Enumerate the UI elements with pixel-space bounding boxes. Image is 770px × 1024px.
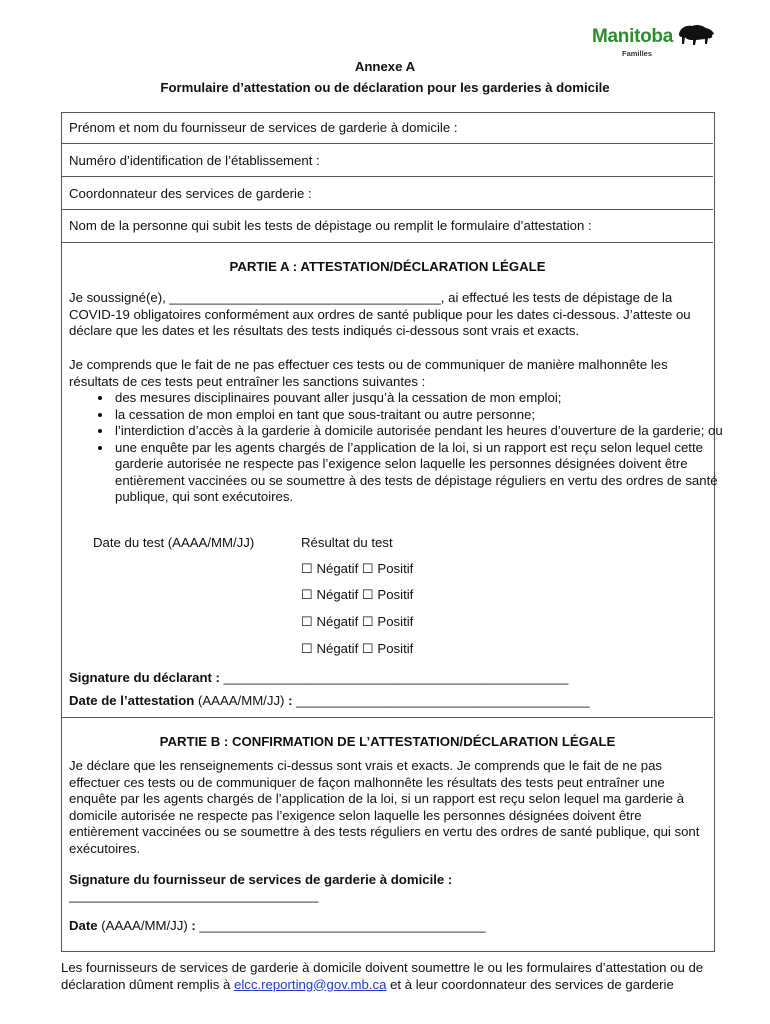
confirmation-date-line[interactable]: [69, 918, 485, 934]
result-options-3[interactable]: ☐ Négatif ☐ Positif: [301, 614, 414, 629]
list-item: • des mesures disciplinaires pouvant aller jusqu’à la cessation de mon emploi;: [113, 390, 745, 407]
result-options-4[interactable]: ☐ Négatif ☐ Positif: [301, 641, 414, 656]
part-a-title: PARTIE A : ATTESTATION/DÉCLARATION LÉGALE: [229, 259, 546, 274]
declarant-signature-label: Signature du déclarant :: [69, 670, 220, 685]
coordinator-field[interactable]: Coordonnateur des services de garderie :: [62, 178, 713, 210]
tested-person-field[interactable]: Nom de la personne qui subit les tests de dépistage ou remplit le formulaire d’attestation :: [62, 210, 713, 243]
test-result-header: Résultat du test: [301, 535, 393, 550]
list-item: • une enquête par les agents chargés de l’application de la loi, si un rapport est reçu selon lequel cette garderie autorisée ne respecte pas l’exigence selon laquelle les personnes désignées doivent être entièrement vaccinées ou se soumettre à des tests de dépistage réguliers en vertu des ordres de santé publique, qui sont exécutoires.: [113, 440, 745, 506]
date-blank: _______________________________________: [199, 918, 486, 933]
attestation-date-line[interactable]: [69, 693, 590, 709]
facility-id-field[interactable]: Numéro d’identification de l’établissement :: [62, 145, 713, 177]
sanctions-list: [69, 390, 745, 506]
form-title: Formulaire d’attestation ou de déclaration pour les garderies à domicile: [160, 80, 610, 95]
bison-icon: [676, 22, 716, 48]
list-item: • la cessation de mon emploi en tant que sous-traitant ou autre personne;: [113, 407, 745, 424]
manitoba-logo: [592, 22, 722, 62]
result-options-2[interactable]: ☐ Négatif ☐ Positif: [301, 587, 414, 602]
date-format: (AAAA/MM/JJ): [194, 693, 289, 708]
part-b-paragraph: Je déclare que les renseignements ci-dessus sont vrais et exacts. Je comprends que le fait de ne pas effectuer ces tests ou de communiquer de façon malhonnête les résultats des tests peut entraîner une enquête par les agents chargés de l’application de la loi, si un rapport est reçu selon lequel ma garderie à domicile autorisée ne respecte pas l’exigence selon laquelle les personnes désignées doivent être entièrement vaccinées ou se soumettre à des tests réguliers en vertu des ordres de santé publique, qui sont exécutoires.: [69, 758, 700, 856]
date-format: (AAAA/MM/JJ): [97, 918, 192, 933]
logo-department: Familles: [622, 49, 653, 58]
declarant-signature-line[interactable]: [69, 670, 568, 686]
footer-instructions: [61, 960, 731, 993]
result-options-1[interactable]: ☐ Négatif ☐ Positif: [301, 561, 414, 576]
part-a-paragraph-2: Je comprends que le fait de ne pas effectuer ces tests ou de communiquer de manière malhonnête les résultats de ces tests peut entraîner les sanctions suivantes :: [69, 357, 668, 389]
email-link[interactable]: elcc.reporting@gov.mb.ca: [234, 976, 387, 992]
confirmation-date-label: Date: [69, 918, 98, 933]
part-b-title: PARTIE B : CONFIRMATION DE L’ATTESTATION/DÉCLARATION LÉGALE: [159, 734, 616, 749]
annex-label: Annexe A: [354, 59, 416, 74]
test-date-header: Date du test (AAAA/MM/JJ): [93, 535, 255, 550]
date-colon: :: [191, 918, 200, 933]
date-blank: ________________________________________: [296, 693, 590, 708]
date-colon: :: [288, 693, 297, 708]
list-item: • l’interdiction d’accès à la garderie à domicile autorisée pendant les heures d’ouverture de la garderie; ou: [113, 423, 745, 440]
attestation-date-label: Date de l’attestation: [69, 693, 195, 708]
provider-signature-blank[interactable]: __________________________________: [69, 888, 319, 903]
part-a-paragraph-1: Je soussigné(e), _____________________________________, ai effectué les tests de dépistage de la COVID-19 obligatoires conformément aux ordres de santé publique pour les dates ci-dessous. J’atteste ou déclare que les dates et les résultats des tests indiqués ci-dessous sont vrais et exacts.: [69, 290, 691, 338]
signature-blank: _______________________________________________: [223, 670, 569, 685]
footer-text-1: Les fournisseurs de services de garderie à domicile doivent soumettre le ou les formulaires d’attestation ou de déclaration dûment remplis à: [61, 960, 704, 992]
provider-name-field[interactable]: Prénom et nom du fournisseur de services de garderie à domicile :: [62, 112, 713, 144]
provider-signature-label: Signature du fournisseur de services de garderie à domicile :: [69, 872, 453, 887]
section-divider: [62, 717, 713, 718]
logo-wordmark: Manitoba: [592, 26, 673, 47]
footer-text-2: et à leur coordonnateur des services de garderie: [386, 976, 674, 992]
